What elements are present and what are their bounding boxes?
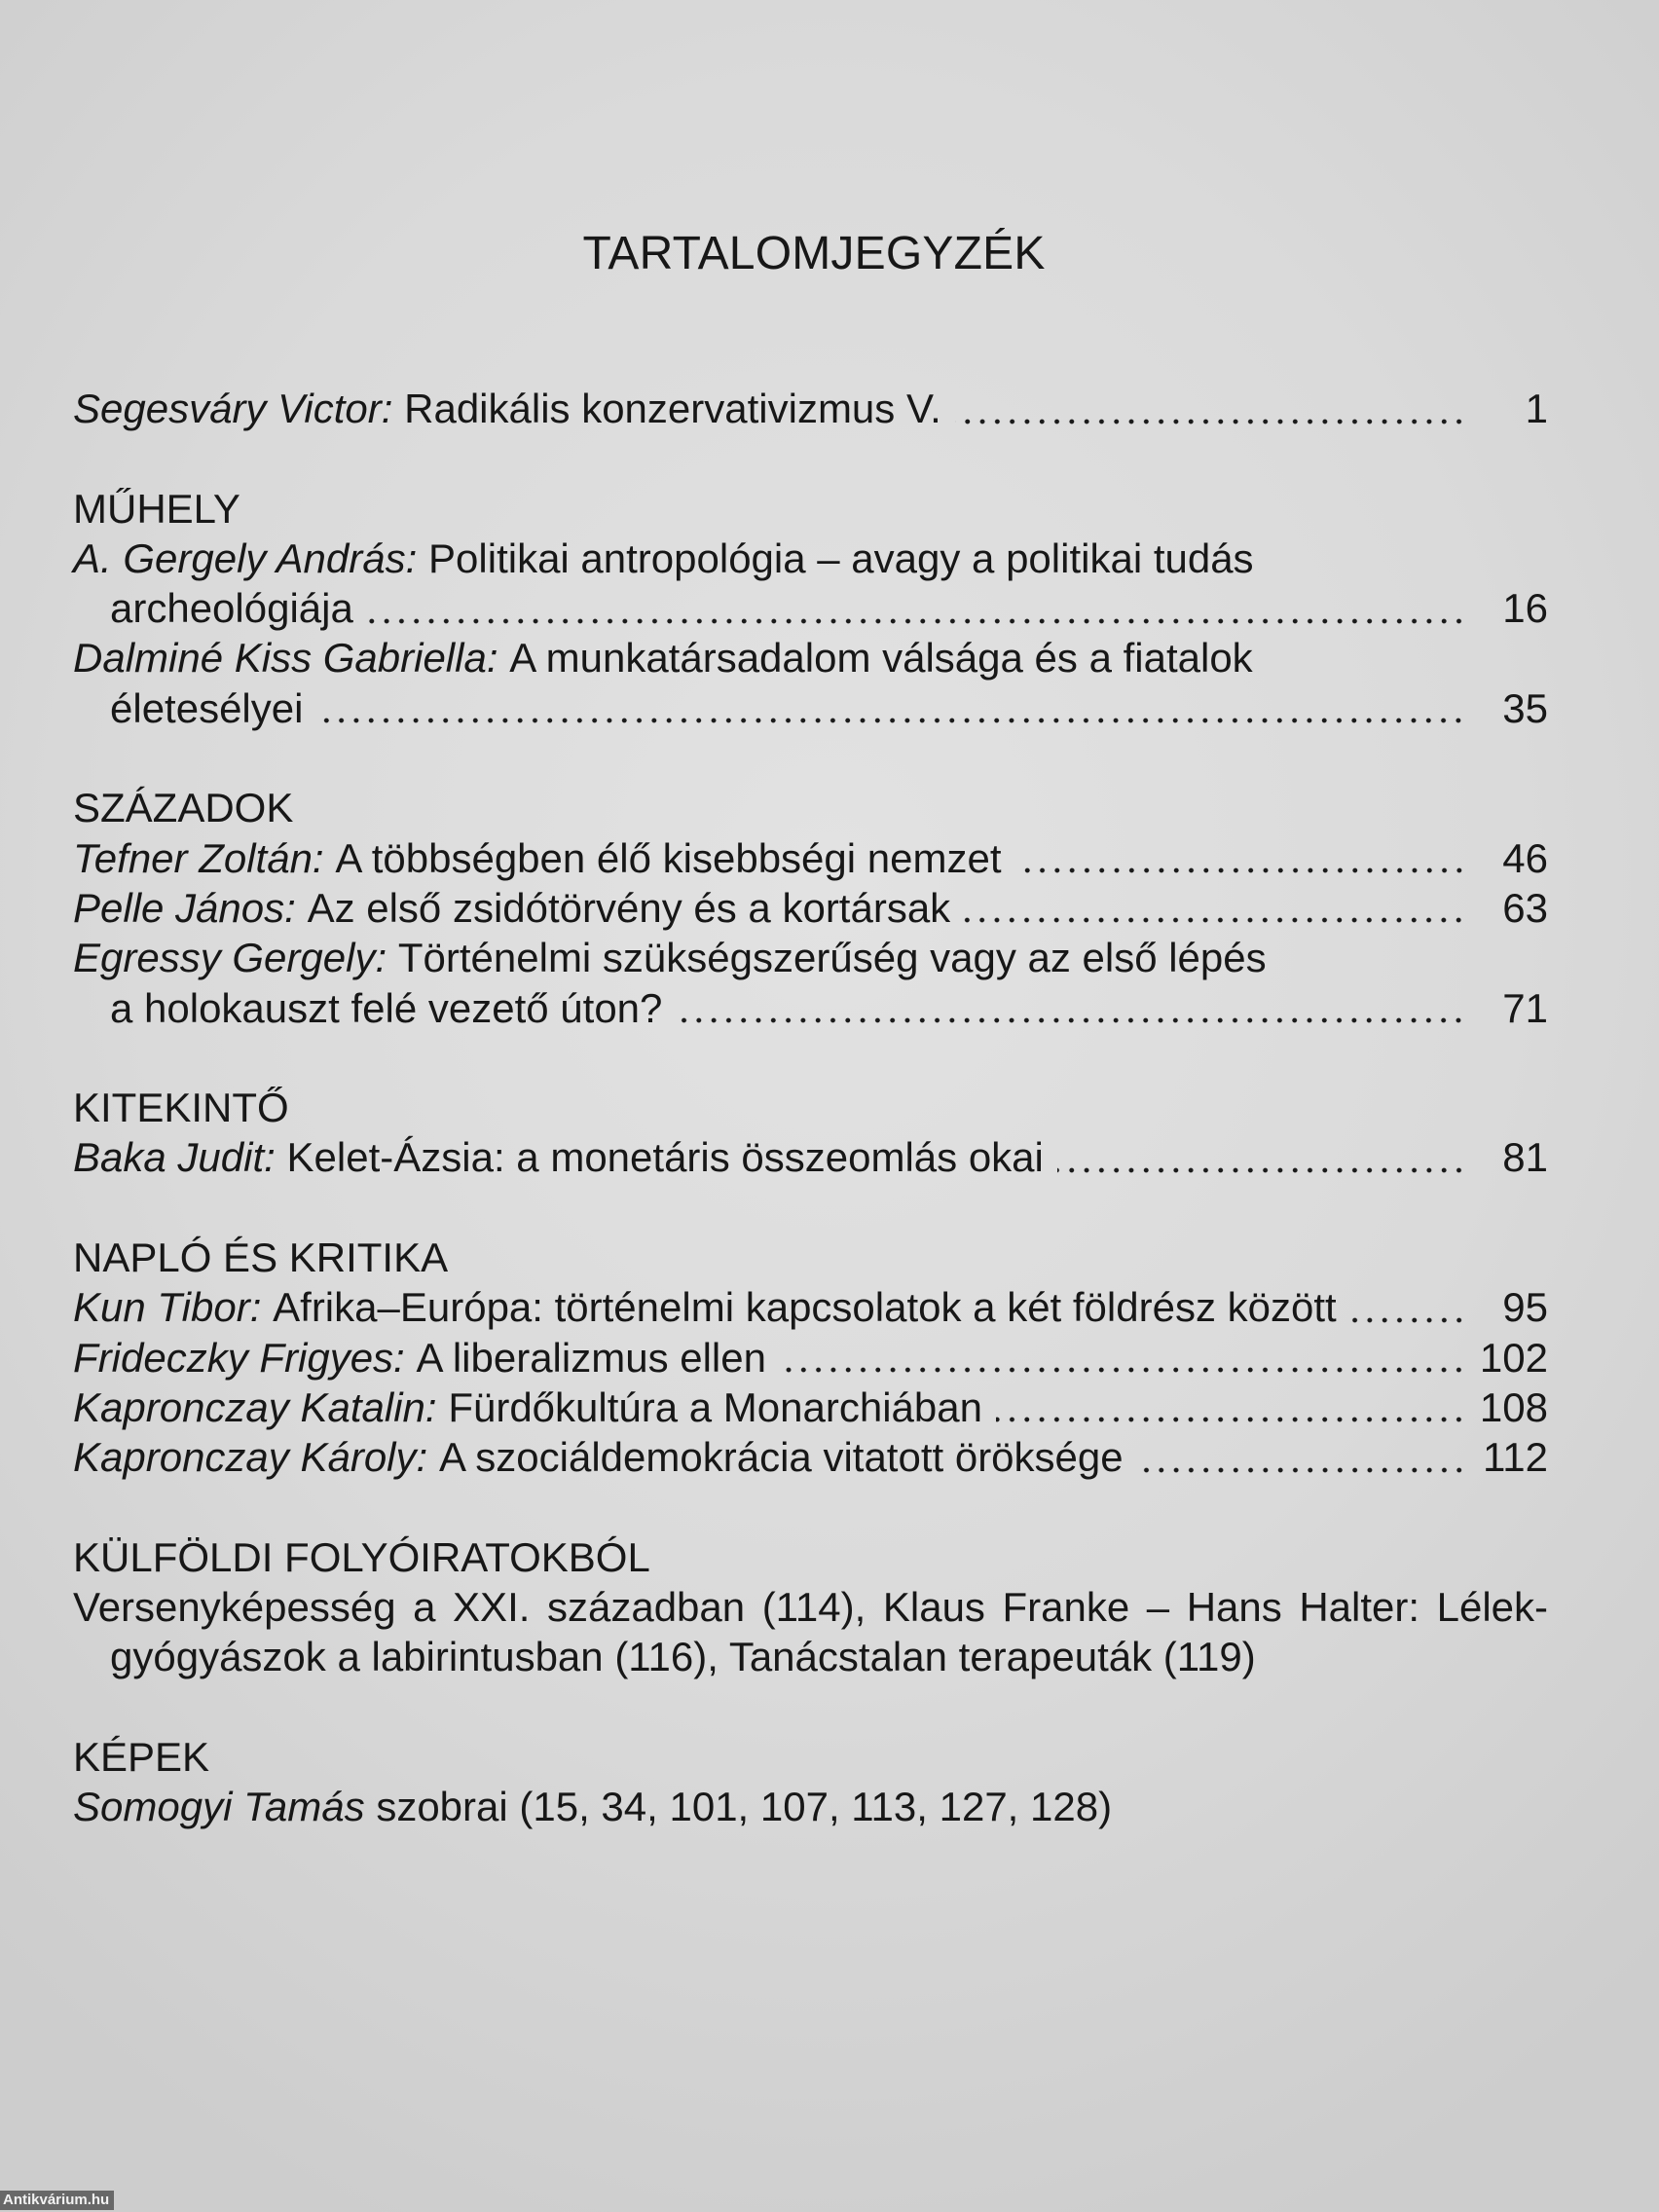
section-naplo-es-kritika: [73, 1233, 1548, 1482]
toc-author: Pelle János:: [73, 884, 296, 931]
toc-author: Somogyi Tamás: [73, 1784, 365, 1830]
section-heading: KÜLFÖLDI FOLYÓIRATOKBÓL: [73, 1533, 650, 1580]
page-number: 35: [1502, 684, 1548, 731]
toc-entry: [73, 1282, 1548, 1332]
toc-title: Kelet-Ázsia: a monetáris összeomlás okai: [286, 1134, 1044, 1181]
toc-author: Kun Tibor:: [73, 1284, 262, 1331]
dot-leader: [964, 883, 1466, 933]
toc-entry-continuation: [73, 983, 1548, 1033]
toc-title: Radikális konzervativizmus V.: [404, 386, 941, 431]
dot-leader: [996, 1382, 1466, 1432]
toc-author: Dalminé Kiss Gabriella:: [73, 635, 498, 682]
toc-author: Kapronczay Károly:: [73, 1434, 428, 1481]
toc-entry: [73, 1432, 1548, 1482]
page-number: 112: [1483, 1434, 1548, 1481]
toc-title: A munkatársadalom válsága és a fiatalok: [509, 635, 1253, 682]
toc-title: Politikai antropológia – avagy a politikai tudás: [428, 535, 1254, 581]
section-szazadok: [73, 783, 1548, 1032]
toc-entry: [73, 534, 1548, 583]
toc-entry: [73, 833, 1548, 883]
toc-entry-continuation: [73, 583, 1548, 633]
toc-title: A többségben élő kisebbségi nemzet: [335, 834, 1002, 881]
toc-author: Segesváry Victor:: [73, 386, 393, 431]
toc-entry: [73, 1782, 1548, 1831]
toc-entry: [73, 883, 1548, 933]
section-kitekinto: [73, 1083, 1548, 1183]
paragraph-line: Versenyképesség a XXI. században (114), Klaus Franke – Hans Halter: Lélek-: [73, 1584, 1548, 1631]
section-heading: NAPLÓ ÉS KRITIKA: [73, 1235, 449, 1281]
dot-leader: [676, 983, 1466, 1033]
toc-title: Az első zsidótörvény és a kortársak: [307, 884, 951, 931]
toc-entry: [73, 633, 1548, 682]
section-heading: KÉPEK: [73, 1734, 210, 1781]
section-muhely: [73, 484, 1548, 733]
section-kulfoldi-folyoiratokbol: [73, 1532, 1548, 1682]
toc-author: Egressy Gergely:: [73, 935, 387, 981]
dot-leader: [955, 384, 1466, 433]
toc-author: Tefner Zoltán:: [73, 834, 324, 881]
toc-author: Baka Judit:: [73, 1134, 276, 1181]
dot-leader: [1137, 1432, 1466, 1482]
toc-author: Frideczky Frigyes:: [73, 1334, 405, 1381]
toc-entry: [73, 933, 1548, 982]
toc-title: Fürdőkultúra a Monarchiában: [448, 1383, 982, 1430]
dot-leader: [1350, 1282, 1466, 1332]
section-heading: MŰHELY: [73, 485, 240, 532]
toc-entry: [73, 1333, 1548, 1382]
page-number: 108: [1479, 1383, 1548, 1430]
page-number: 71: [1502, 984, 1548, 1031]
page-number: 1: [1525, 386, 1548, 431]
toc-title: szobrai (15, 34, 101, 107, 113, 127, 128): [376, 1784, 1113, 1830]
page-title: TARTALOMJEGYZÉK: [582, 228, 1046, 279]
toc-title: A liberalizmus ellen: [416, 1334, 766, 1381]
toc-title: Történelmi szükségszerűség vagy az első lépés: [397, 935, 1267, 981]
page-number: 16: [1502, 585, 1548, 632]
page-number: 81: [1502, 1134, 1548, 1181]
toc-title-continuation: a holokauszt felé vezető úton?: [110, 984, 663, 1031]
page-number: 95: [1502, 1284, 1548, 1331]
toc-title: A szociáldemokrácia vitatott öröksége: [438, 1434, 1124, 1481]
dot-leader: [316, 683, 1466, 733]
page-number: 63: [1502, 884, 1548, 931]
section-heading: SZÁZADOK: [73, 785, 294, 831]
page-number: 102: [1479, 1334, 1548, 1381]
toc-title: Afrika–Európa: történelmi kapcsolatok a két földrész között: [273, 1284, 1337, 1331]
dot-leader: [1015, 833, 1467, 883]
watermark: Antikvárium.hu: [0, 2191, 114, 2210]
toc-entry: [73, 1132, 1548, 1182]
toc-entry-continuation: [73, 683, 1548, 733]
section-heading: KITEKINTŐ: [73, 1085, 289, 1131]
paragraph-line: gyógyászok a labirintusban (116), Tanácstalan terapeuták (119): [110, 1634, 1256, 1680]
toc-author: A. Gergely András:: [73, 535, 418, 581]
section-kepek: [73, 1732, 1548, 1832]
dot-leader: [367, 583, 1466, 633]
toc-title-continuation: életesélyei: [110, 684, 304, 731]
toc-entry: [73, 1382, 1548, 1432]
toc-title-continuation: archeológiája: [110, 585, 353, 632]
toc-entry: [73, 384, 1548, 433]
dot-leader: [1057, 1132, 1466, 1182]
table-of-contents: [73, 384, 1548, 1832]
dot-leader: [780, 1333, 1466, 1382]
toc-author: Kapronczay Katalin:: [73, 1383, 437, 1430]
page-number: 46: [1502, 834, 1548, 881]
